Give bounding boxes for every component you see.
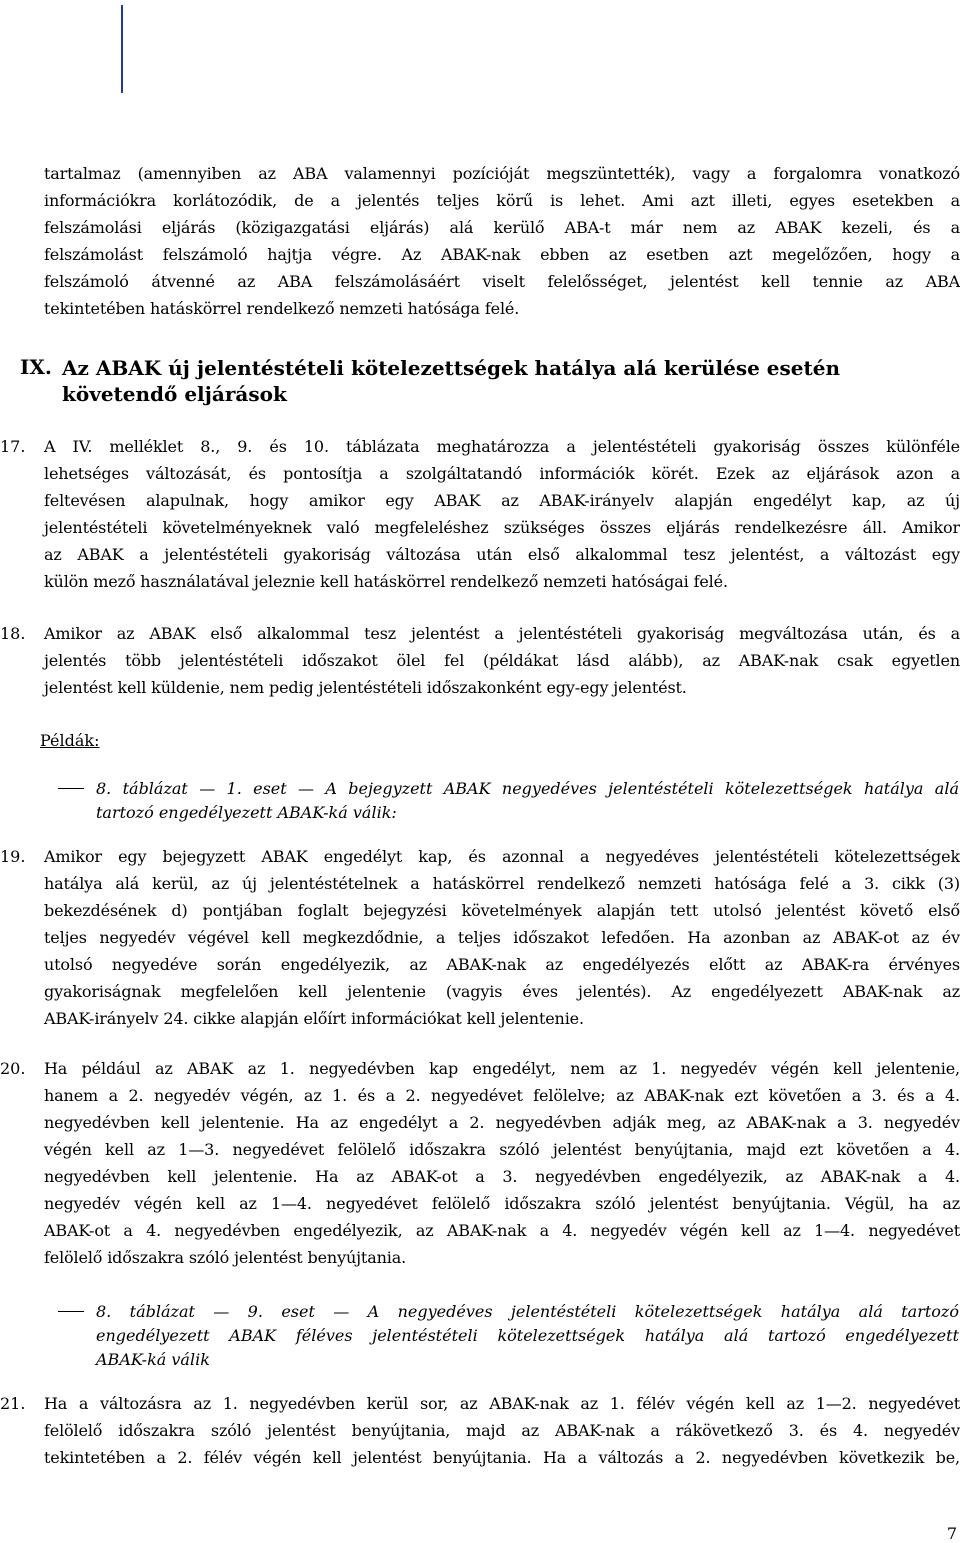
text-line: teljes negyedév végével kell megkezdődnie, a teljes időszakot lefedően. Ha azonban az ABAK-ot az év (44, 928, 960, 947)
paragraph-number: 21. (0, 1394, 26, 1413)
paragraph-number: 19. (0, 847, 26, 866)
paragraph-number: 20. (0, 1059, 26, 1078)
intro-paragraph (44, 164, 960, 334)
text-line: jelentést kell küldenie, nem pedig jelentéstételi időszakonként egy-egy jelentést. (44, 678, 687, 697)
paragraph-number: 17. (0, 437, 26, 456)
text-line: ABAK-ot a 4. negyedévben engedélyezik, az ABAK-nak a 4. negyedév végén kell az 1—4. negyedévet (44, 1221, 960, 1240)
caption-line: engedélyezett ABAK féléves jelentéstételi kötelezettségek hatálya alá tartozó engedélyezett (96, 1326, 959, 1345)
text-line: tartalmaz (amennyiben az ABA valamennyi pozícióját megszüntették), vagy a forgalomra vonatkozó (44, 164, 960, 183)
text-line: az ABAK a jelentéstételi gyakoriság változása után első alkalommal tesz jelentést, a változást egy (44, 545, 960, 564)
page-number: 7 (946, 1524, 957, 1543)
text-line: információkra korlátozódik, de a jelentés teljes körű is lehet. Ami azt illeti, egyes esetekben a (44, 191, 960, 210)
paragraph-19 (44, 847, 960, 1037)
text-line: végén kell az 1—3. negyedévet felölelő időszakra szóló jelentést benyújtania, majd ezt követően a 4. (44, 1140, 960, 1159)
paragraph-18 (44, 624, 960, 709)
examples-heading: Példák: (40, 731, 100, 750)
text-line: felölelő időszakra szóló jelentést benyújtania. (44, 1248, 407, 1267)
text-line: Ha például az ABAK az 1. negyedévben kap engedélyt, nem az 1. negyedév végén kell jelentenie, (44, 1059, 960, 1078)
text-line: Ha a változásra az 1. negyedévben kerül sor, az ABAK-nak az 1. félév végén kell az 1—2. negyedévet (44, 1394, 960, 1413)
paragraph-20 (44, 1059, 960, 1279)
header-rule (121, 5, 123, 93)
text-line: hatálya alá kerül, az új jelentéstételnek a hatáskörrel rendelkező nemzeti hatósága felé a 3. cikk (3) (44, 874, 960, 893)
text-line: gyakoriságnak megfelelően kell jelentenie (vagyis éves jelentés). Az engedélyezett ABAK-nak az (44, 982, 960, 1001)
text-line: külön mező használatával jeleznie kell hatáskörrel rendelkező nemzeti hatóságai felé. (44, 572, 728, 591)
caption-line: 8. táblázat — 1. eset — A bejegyzett ABAK negyedéves jelentéstételi kötelezettségek hatálya alá (96, 779, 959, 798)
text-line: jelentéstételi követelményeknek való megfeleléshez szükséges összes eljárás rendelkezésre áll. Amikor (44, 518, 960, 537)
caption-line: tartozó engedélyezett ABAK-ká válik: (96, 803, 397, 822)
table-caption (96, 777, 959, 825)
text-line: jelentés több jelentéstételi időszakot ölel fel (példákat lásd alább), az ABAK-nak csak egyetlen (44, 651, 960, 670)
caption-line: ABAK-ká válik (96, 1350, 210, 1369)
text-line: lehetséges változását, és pontosítja a szolgáltatandó információk körét. Ezek az eljárások azon a (44, 464, 960, 483)
section-title-line: követendő eljárások (62, 382, 287, 406)
text-line: tekintetében hatáskörrel rendelkező nemzeti hatósága felé. (44, 299, 520, 318)
text-line: negyedévben kell jelentenie. Ha az engedélyt a 2. negyedévben adják meg, az ABAK-nak a 3. negyedév (44, 1113, 960, 1132)
text-line: feltevésen alapulnak, hogy amikor egy ABAK az ABAK-irányelv alapján engedélyt kap, az új (44, 491, 960, 510)
dash-bullet (58, 788, 84, 789)
section-number: IX. (20, 355, 52, 379)
text-line: bekezdésének d) pontjában foglalt bejegyzési követelmények alapján tett utolsó jelentést követő első (44, 901, 960, 920)
text-line: negyedév végén kell az 1—4. negyedévet felölelő időszakra szóló jelentést benyújtania. Végül, ha az (44, 1194, 960, 1213)
paragraph-17 (44, 437, 960, 602)
text-line: ABAK-irányelv 24. cikke alapján előírt információkat kell jelentenie. (44, 1009, 584, 1028)
table-caption (96, 1300, 959, 1372)
section-title (62, 355, 960, 407)
text-line: Amikor az ABAK első alkalommal tesz jelentést a jelentéstételi gyakoriság megváltozása után, és a (44, 624, 960, 643)
dash-bullet (58, 1311, 84, 1312)
text-line: A IV. melléklet 8., 9. és 10. táblázata meghatározza a jelentéstételi gyakoriság összes különféle (44, 437, 960, 456)
paragraph-number: 18. (0, 624, 26, 643)
text-line: felszámoló átvenné az ABA felszámolásáért viselt felelősséget, jelentést kell tennie az ABA (44, 272, 960, 291)
paragraph-21 (44, 1394, 960, 1479)
text-line: negyedévben kell jelentenie. Ha az ABAK-ot a 3. negyedévben engedélyezik, az ABAK-nak a 4. (44, 1167, 960, 1186)
text-line: utolsó negyedéve során engedélyezik, az ABAK-nak az engedélyezés előtt az ABAK-ra érvényes (44, 955, 960, 974)
text-line: tekintetében a 2. félév végén kell jelentést benyújtania. Ha a változás a 2. negyedévben következik be, (44, 1448, 960, 1467)
caption-line: 8. táblázat — 9. eset — A negyedéves jelentéstételi kötelezettségek hatálya alá tartozó (96, 1302, 959, 1321)
text-line: felölelő időszakra szóló jelentést benyújtania, majd az ABAK-nak a rákövetkező 3. és 4. negyedév (44, 1421, 960, 1440)
section-title-line: Az ABAK új jelentéstételi kötelezettségek hatálya alá kerülése esetén (62, 356, 841, 380)
text-line: Amikor egy bejegyzett ABAK engedélyt kap, és azonnal a negyedéves jelentéstételi kötelezettségek (44, 847, 960, 866)
text-line: felszámolási eljárás (közigazgatási eljárás) alá kerülő ABA-t már nem az ABAK kezeli, és a (44, 218, 960, 237)
text-line: felszámolást felszámoló hajtja végre. Az ABAK-nak ebben az esetben azt megelőzően, hogy a (44, 245, 960, 264)
text-line: hanem a 2. negyedév végén, az 1. és a 2. negyedévet felölelve; az ABAK-nak ezt követően a 3. és a 4. (44, 1086, 960, 1105)
